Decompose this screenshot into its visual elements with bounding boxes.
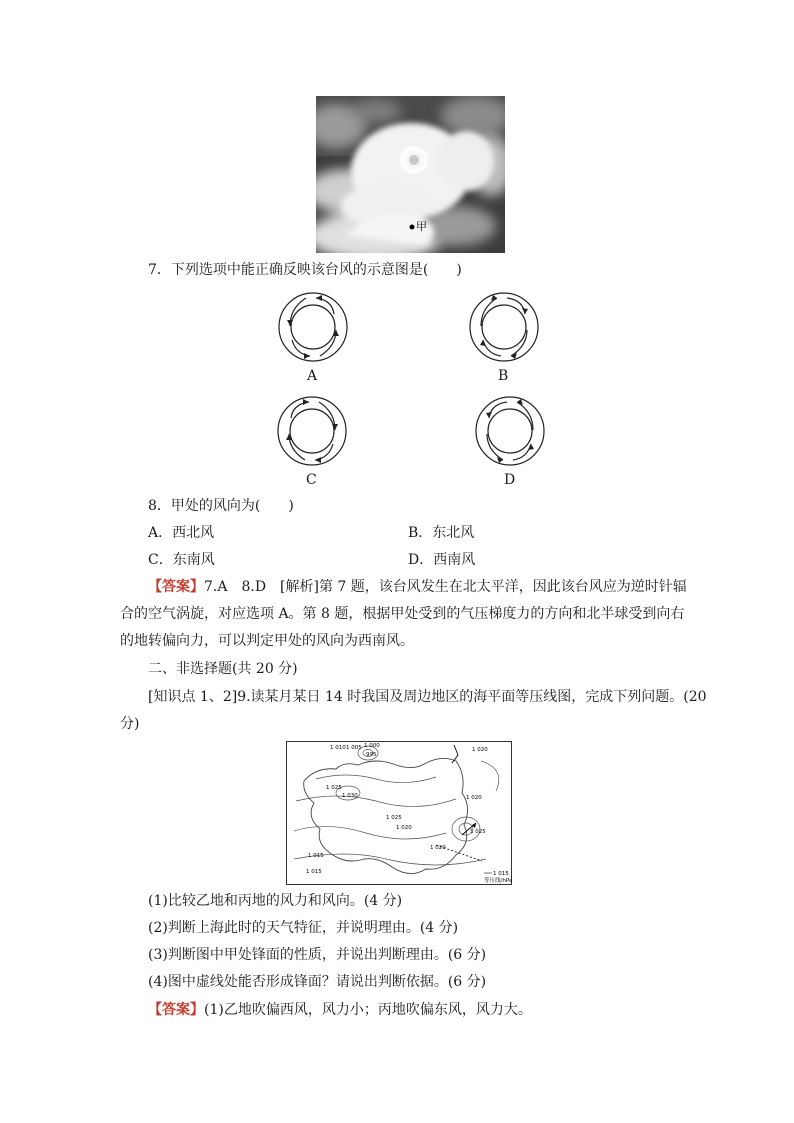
q7-option-b-diagram <box>467 290 541 364</box>
section2-title: 二、非选择题(共 20 分) <box>148 661 298 677</box>
q7-option-d-label: D <box>504 472 516 488</box>
q8-stem: 8．甲处的风向为( ) <box>148 498 294 514</box>
q8-option-d: D．西南风 <box>408 552 476 568</box>
answer1-text-1: 7.A 8.D [解析]第 7 题，该台风发生在北太平洋，因此该台风应为逆时针辐 <box>204 579 687 595</box>
legend-value: 1 015 <box>493 871 509 877</box>
q8-option-c: C．东南风 <box>148 552 215 568</box>
q7-option-d-diagram <box>473 394 547 468</box>
legend-text: 等压线/hPa <box>484 878 512 884</box>
isobar-label: 995 <box>366 752 377 758</box>
answer1-line3: 的地转偏向力，可以判定甲处的风向为西南风。 <box>120 633 414 649</box>
q8-option-a: A．西北风 <box>148 525 215 541</box>
isobar-label: 1 025 <box>326 785 342 791</box>
q9-line2: 分) <box>120 716 140 732</box>
isobar-label: 1 020 <box>396 825 412 831</box>
typhoon-satellite-image <box>316 96 505 253</box>
isobar-label: 1 025 <box>470 829 486 835</box>
isobar-label: 1 005 <box>346 745 362 751</box>
q9-sub2: (2)判断上海此时的天气特征，并说明理由。(4 分) <box>148 920 459 936</box>
answer2-text: (1)乙地吹偏西风，风力小；丙地吹偏东风，风力大。 <box>204 1002 532 1018</box>
q7-stem: 7．下列选项中能正确反映该台风的示意图是( ) <box>148 262 462 278</box>
q7-option-c-label: C <box>306 472 317 488</box>
isobar-label: 1 025 <box>386 815 402 821</box>
q9-line1: [知识点 1、2]9.读某月某日 14 时我国及周边地区的海平面等压线图，完成下列问题。(20 <box>148 689 707 705</box>
answer1-line2: 合的空气涡旋，对应选项 A。第 8 题，根据甲处受到的气压梯度力的方向和北半球受到向右 <box>120 606 685 622</box>
q7-option-a-diagram <box>276 290 350 364</box>
answer-tag: 【答案】 <box>148 579 204 595</box>
q9-sub4: (4)图中虚线处能否形成锋面？请说出判断依据。(6 分) <box>148 974 487 990</box>
isobar-label: 1 020 <box>430 845 446 851</box>
isobar-label: 1 020 <box>472 747 488 753</box>
isobar-label: 1 015 <box>306 869 322 875</box>
q8-option-b: B．东北风 <box>408 525 475 541</box>
isobar-map <box>286 741 512 885</box>
q7-option-b-label: B <box>498 368 509 384</box>
isobar-label: 1 010 <box>330 745 346 751</box>
isobar-label: 1 030 <box>342 793 358 799</box>
answer-tag: 【答案】 <box>148 1002 204 1018</box>
q7-option-c-diagram <box>275 394 349 468</box>
isobar-label: 1 020 <box>466 795 482 801</box>
typhoon-satellite-svg <box>316 96 505 253</box>
isobar-label: 1 015 <box>308 853 324 859</box>
point-jia-label: 甲 <box>416 220 427 233</box>
q7-option-a-label: A <box>307 368 318 384</box>
q9-sub1: (1)比较乙地和丙地的风力和风向。(4 分) <box>148 893 403 909</box>
q9-sub3: (3)判断图中甲处锋面的性质，并说出判断理由。(6 分) <box>148 947 487 963</box>
answer2-line <box>148 1000 532 1020</box>
answer1-line1 <box>148 577 687 597</box>
isobar-label: 1 000 <box>364 743 380 749</box>
